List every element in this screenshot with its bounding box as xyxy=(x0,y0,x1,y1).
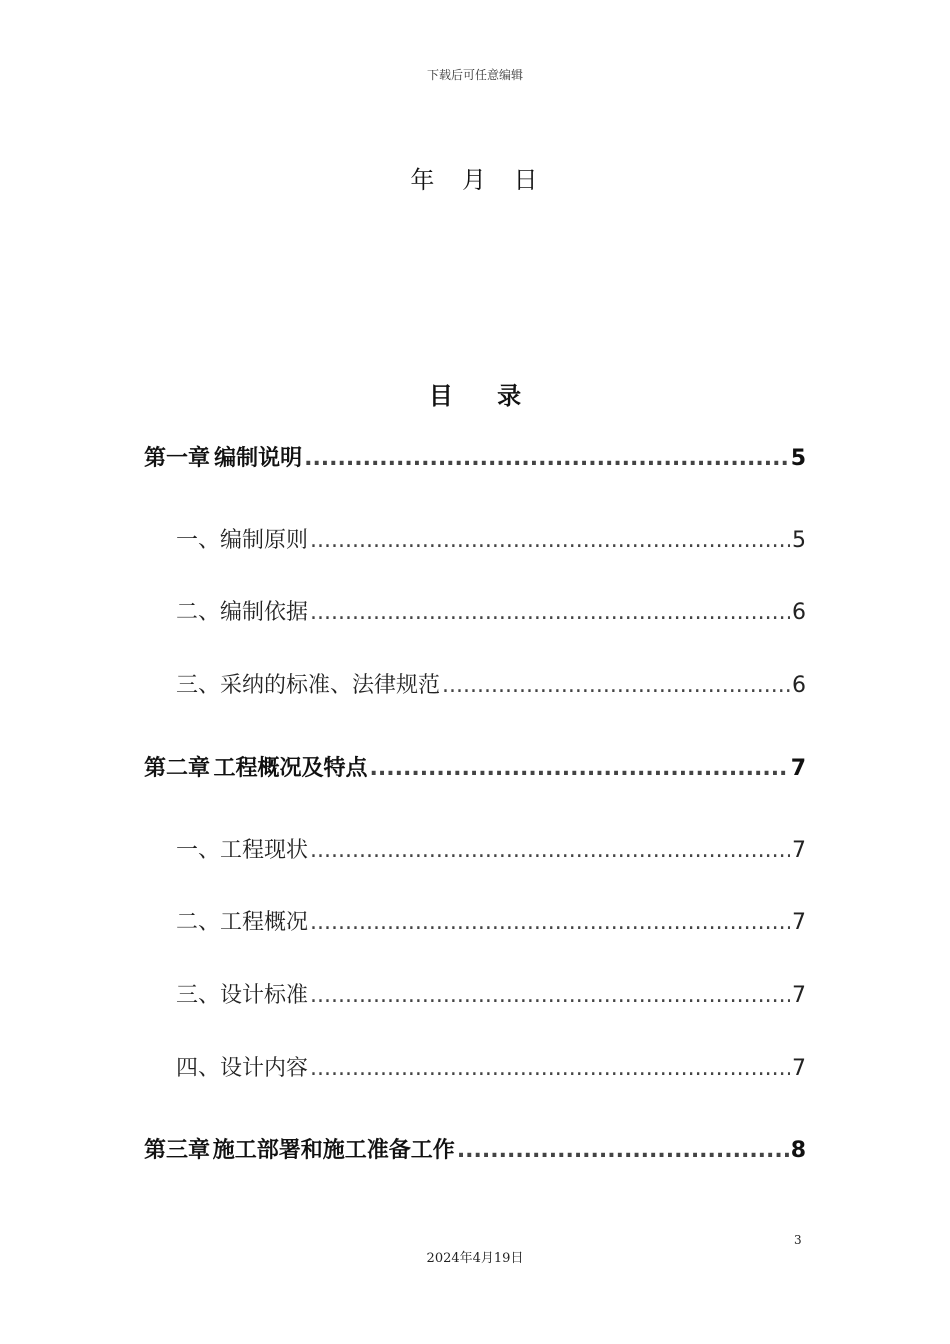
toc-entry-number: 二、 xyxy=(176,910,221,935)
toc-entry-number: 第三章 xyxy=(144,1138,211,1163)
toc-entry-page: 7 xyxy=(792,910,806,935)
toc-entry-number: 二、 xyxy=(176,600,221,625)
toc-entry-section[interactable] xyxy=(176,836,806,866)
toc-entry-title: 工程概况及特点 xyxy=(213,756,368,781)
toc-entry-page: 8 xyxy=(790,1138,806,1163)
toc-entry-title: 设计标准 xyxy=(220,983,309,1008)
date-day: 日 xyxy=(513,166,540,194)
toc-entry-section[interactable] xyxy=(176,981,806,1011)
dot-leader xyxy=(442,671,790,701)
toc-entry-title: 编制依据 xyxy=(220,600,309,625)
dot-leader xyxy=(310,981,790,1011)
toc-entry-number: 一、 xyxy=(176,528,221,553)
toc-entry-page: 5 xyxy=(790,446,806,471)
dot-leader xyxy=(370,754,789,784)
toc-entry-number: 四、 xyxy=(176,1056,221,1081)
toc-entry-section[interactable] xyxy=(176,671,806,701)
footer-date: 2024年4月19日 xyxy=(426,1251,524,1266)
toc-entry-chapter-2[interactable] xyxy=(144,754,806,784)
toc-entry-title: 施工部署和施工准备工作 xyxy=(212,1138,455,1163)
toc-entry-section[interactable] xyxy=(176,1054,806,1084)
toc-entry-chapter-3[interactable] xyxy=(144,1136,806,1166)
toc-entry-chapter-1[interactable] xyxy=(144,444,806,474)
toc-entry-number: 三、 xyxy=(176,673,221,698)
toc-entry-title: 设计内容 xyxy=(220,1056,309,1081)
toc-title-left: 目 xyxy=(428,382,453,410)
toc-entry-page: 5 xyxy=(792,528,806,553)
page-number: 3 xyxy=(794,1233,802,1247)
toc-entry-number: 第二章 xyxy=(144,756,211,781)
dot-leader xyxy=(310,526,790,556)
toc-entry-page: 6 xyxy=(792,600,806,625)
dot-leader xyxy=(310,598,790,628)
toc-entry-number: 三、 xyxy=(176,983,221,1008)
date-month: 月 xyxy=(462,166,488,194)
toc-entry-title: 工程概况 xyxy=(220,910,309,935)
toc-entry-section[interactable] xyxy=(176,908,806,938)
toc-entry-number: 一、 xyxy=(176,838,221,863)
toc-entry-title: 编制说明 xyxy=(214,446,303,471)
date-line xyxy=(0,160,950,195)
toc-entry-page: 6 xyxy=(792,673,806,698)
toc-title xyxy=(0,376,950,411)
toc-entry-page: 7 xyxy=(792,983,806,1008)
dot-leader xyxy=(310,908,790,938)
toc-entry-title: 工程现状 xyxy=(220,838,309,863)
toc-entry-number: 第一章 xyxy=(144,446,211,471)
toc-entry-page: 7 xyxy=(792,838,806,863)
toc-entry-title: 编制原则 xyxy=(220,528,309,553)
toc-entry-page: 7 xyxy=(790,756,806,781)
toc-entry-section[interactable] xyxy=(176,598,806,628)
dot-leader xyxy=(310,1054,790,1084)
toc-title-right: 录 xyxy=(497,382,522,410)
dot-leader xyxy=(457,1136,789,1166)
dot-leader xyxy=(310,836,790,866)
dot-leader xyxy=(304,444,789,474)
date-year: 年 xyxy=(410,166,437,194)
toc-entry-section[interactable] xyxy=(176,526,806,556)
header-note: 下载后可任意编辑 xyxy=(426,68,523,82)
toc-entry-title: 采纳的标准、法律规范 xyxy=(220,673,441,698)
toc-entry-page: 7 xyxy=(792,1056,806,1081)
